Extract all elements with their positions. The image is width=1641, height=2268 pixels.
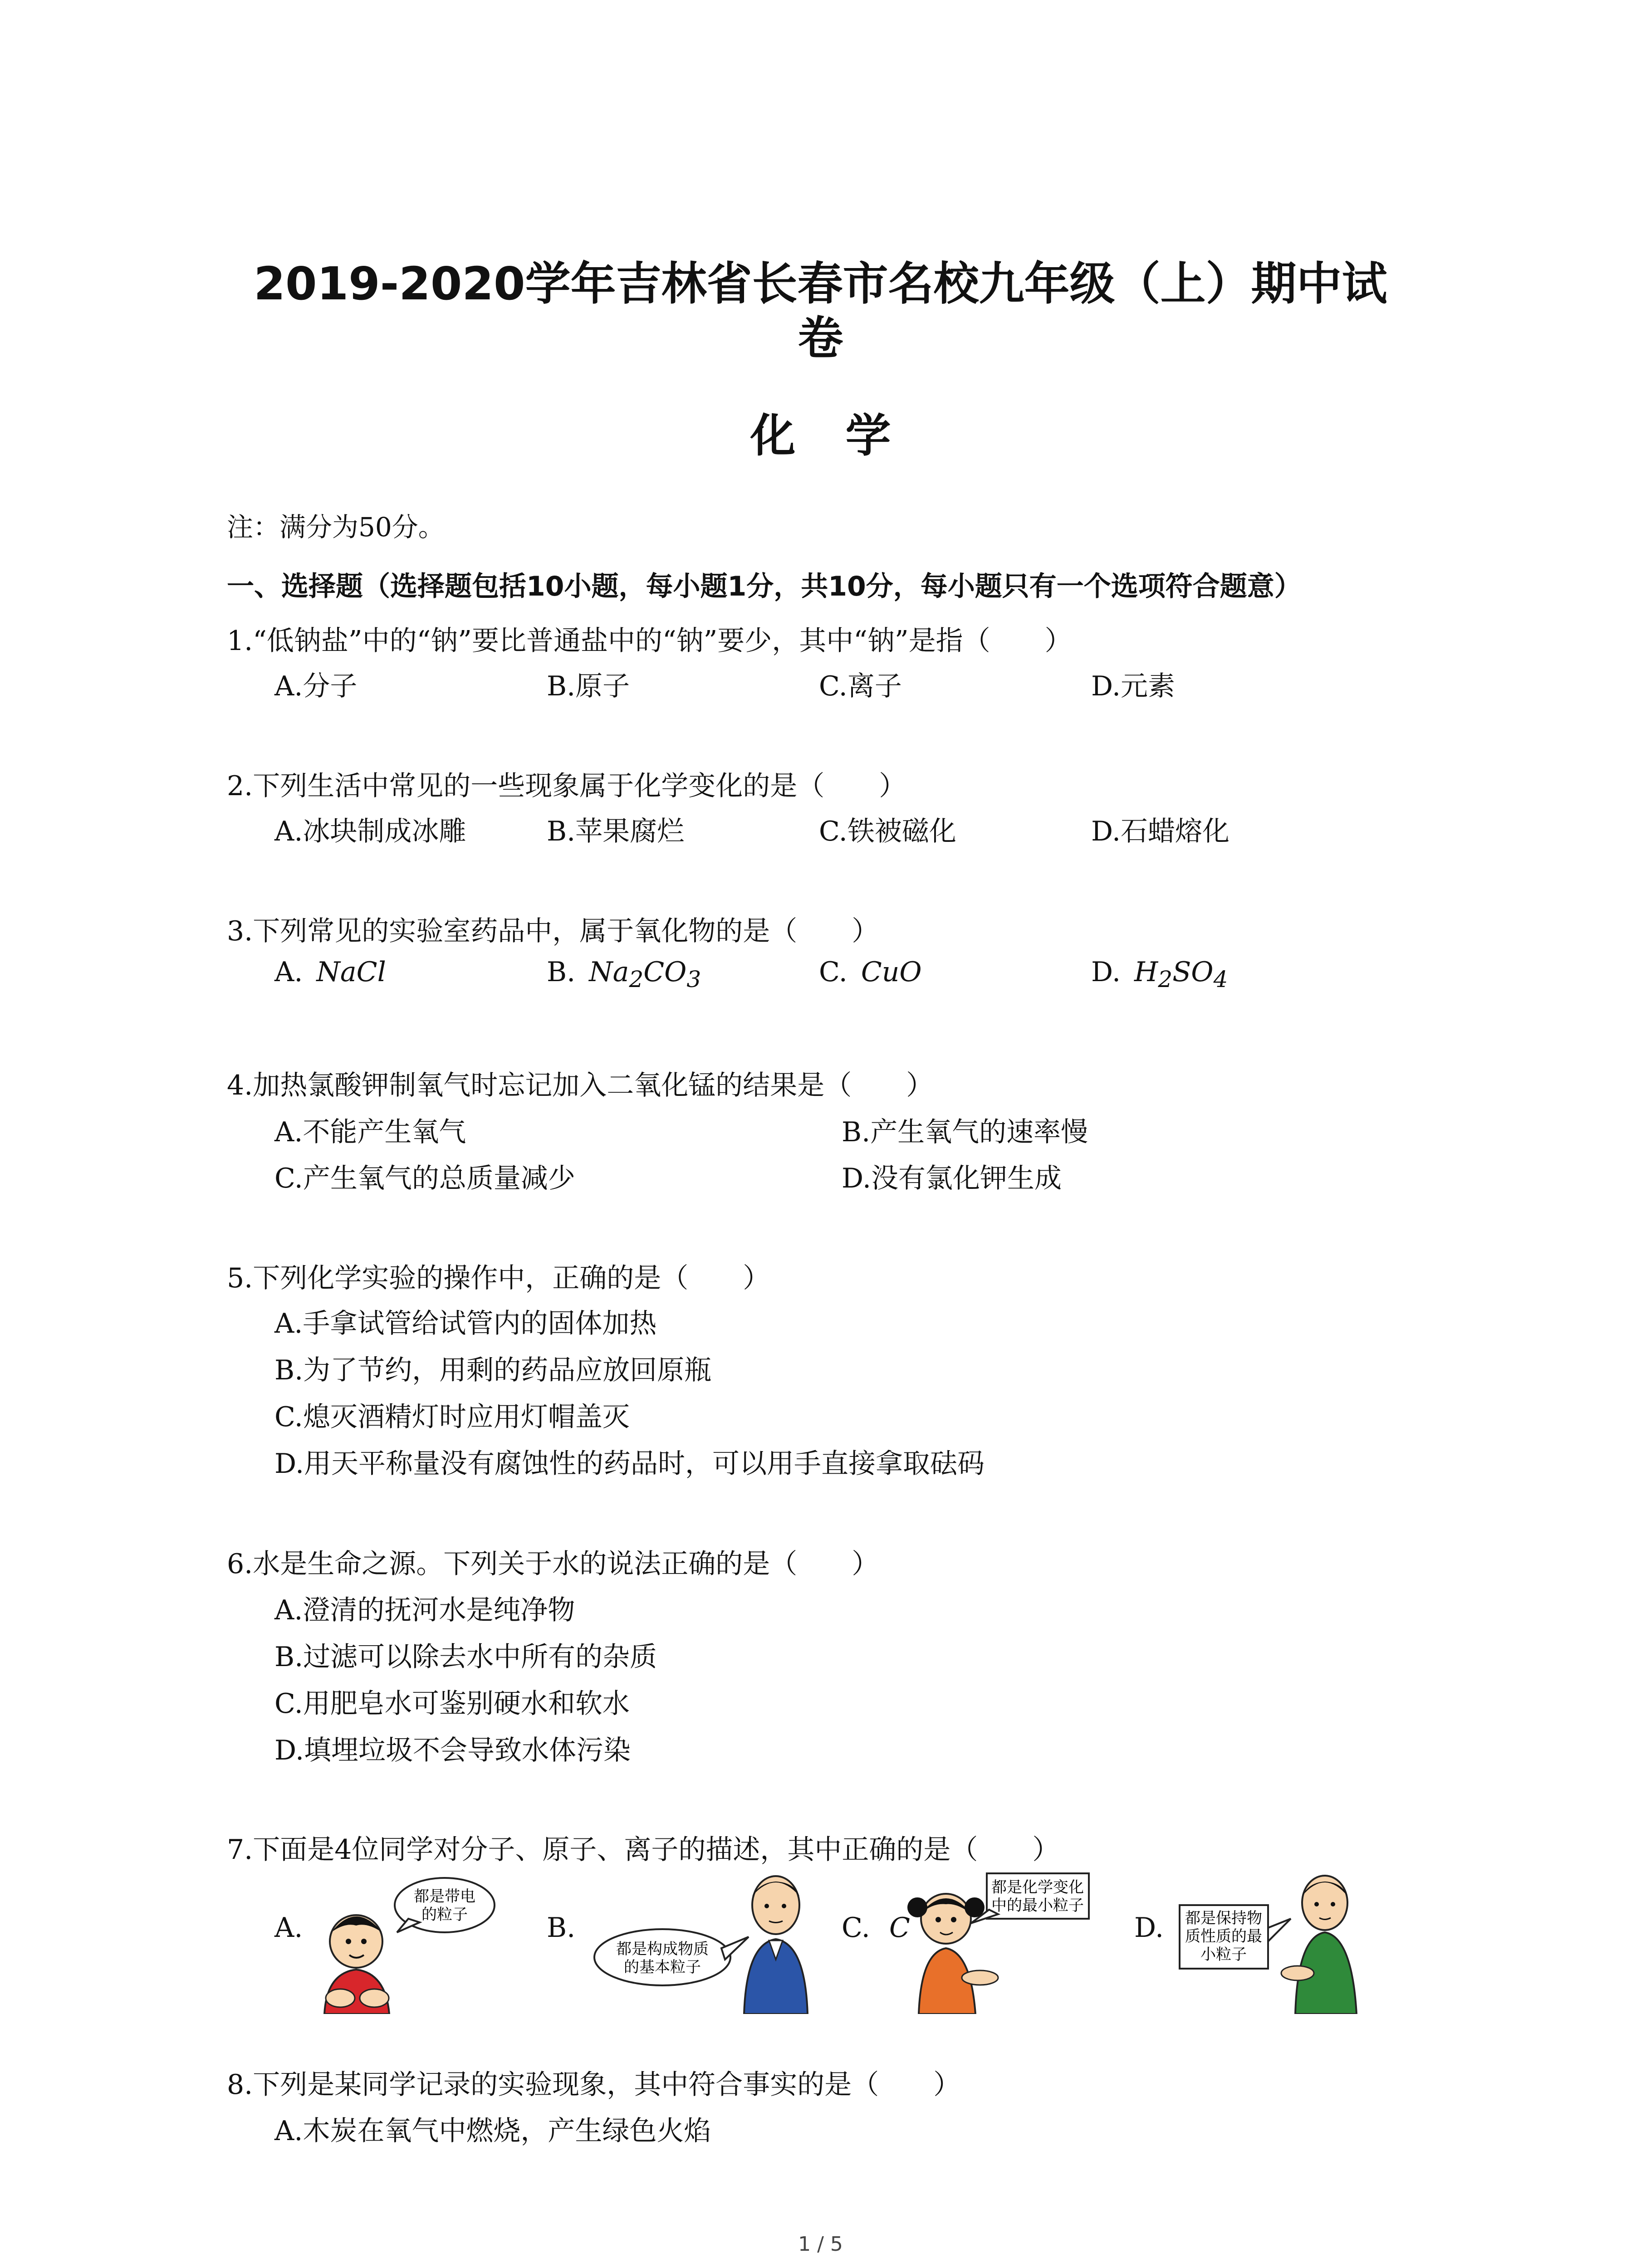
- question-5-option-c: C.熄灭酒精灯时应用灯帽盖灭: [274, 1401, 630, 1433]
- question-8-stem: 8.下列是某同学记录的实验现象，其中符合事实的是（ ）: [227, 2069, 961, 2101]
- formula-na2co3: $Na_2CO_3$: [589, 956, 701, 992]
- question-7-option-b-label: B.: [547, 1912, 576, 1944]
- question-1-stem: 1.“低钠盐”中的“钠”要比普通盐中的“钠”要少，其中“钠”是指（ ）: [227, 625, 1072, 657]
- question-6-option-d: D.填埋垃圾不会导致水体污染: [274, 1735, 631, 1766]
- question-7-stem: 7.下面是4位同学对分子、原子、离子的描述，其中正确的是（ ）: [227, 1834, 1060, 1866]
- question-4-option-c: C.产生氧气的总质量减少: [274, 1163, 575, 1194]
- question-3-option-d: [1091, 956, 1228, 992]
- girl-illustration-c: [907, 1864, 1098, 2014]
- man-illustration-b: [585, 1864, 821, 2014]
- subject-title: 化学: [750, 409, 941, 462]
- question-5-option-a: A.手拿试管给试管内的固体加热: [274, 1308, 657, 1339]
- bubble-a-line1: 都是带电: [414, 1887, 475, 1906]
- score-note: 注：满分为50分。: [227, 512, 445, 543]
- question-7-option-d-label: D.: [1134, 1912, 1164, 1944]
- question-5-option-b: B.为了节约，用剩的药品应放回原瓶: [274, 1354, 712, 1386]
- question-8-option-a: A.木炭在氧气中燃烧，产生绿色火焰: [274, 2115, 711, 2147]
- question-3-option-b: [547, 956, 701, 992]
- bubble-d-line3: 小粒子: [1200, 1945, 1247, 1964]
- exam-title-line2: 卷: [798, 312, 843, 365]
- question-2-option-d: D.石蜡熔化: [1091, 816, 1230, 847]
- question-2-stem: 2.下列生活中常见的一些现象属于化学变化的是（ ）: [227, 770, 906, 802]
- question-6-option-c: C.用肥皂水可鉴别硬水和软水: [274, 1688, 630, 1720]
- exam-title-line1: 2019-2020学年吉林省长春市名校九年级（上）期中试: [254, 257, 1387, 310]
- question-5-option-d: D.用天平称量没有腐蚀性的药品时，可以用手直接拿取砝码: [274, 1448, 985, 1480]
- question-6-option-a: A.澄清的抚河水是纯净物: [274, 1594, 575, 1626]
- option-label: A.: [274, 956, 303, 988]
- question-1-option-b: B.原子: [547, 670, 630, 702]
- question-1-option-a: A.分子: [274, 670, 358, 702]
- question-4-option-d: D.没有氯化钾生成: [842, 1163, 1062, 1194]
- question-3-stem: 3.下列常见的实验室药品中，属于氧化物的是（ ）: [227, 915, 879, 947]
- question-2-option-b: B.苹果腐烂: [547, 816, 685, 847]
- boy-illustration-a: [313, 1869, 504, 2014]
- option-label: B.: [547, 956, 576, 988]
- formula-nacl: NaCl: [316, 956, 386, 988]
- question-2-option-a: A.冰块制成冰雕: [274, 816, 466, 847]
- question-2-option-c: C.铁被磁化: [819, 816, 956, 847]
- question-6-option-b: B.过滤可以除去水中所有的杂质: [274, 1641, 657, 1673]
- page-number: 1 / 5: [798, 2233, 843, 2256]
- question-7-option-c-extra: C: [889, 1912, 910, 1944]
- question-3-option-c: [819, 956, 922, 988]
- option-label: D.: [1091, 956, 1121, 988]
- bubble-c-line2: 中的最小粒子: [991, 1897, 1084, 1915]
- bubble-b-line1: 都是构成物质: [616, 1940, 709, 1958]
- question-5-stem: 5.下列化学实验的操作中，正确的是（ ）: [227, 1262, 770, 1294]
- question-7-option-c-label: C.: [842, 1912, 870, 1944]
- bubble-d-line2: 质性质的最: [1185, 1927, 1262, 1945]
- option-label: C.: [819, 956, 847, 988]
- formula-h2so4: $H_2SO_4$: [1134, 956, 1228, 992]
- bubble-a-line2: 的粒子: [421, 1906, 468, 1924]
- question-4-option-b: B.产生氧气的速率慢: [842, 1116, 1088, 1148]
- man-illustration-d: [1175, 1869, 1375, 2014]
- question-1-option-d: D.元素: [1091, 670, 1176, 702]
- question-4-option-a: A.不能产生氧气: [274, 1116, 466, 1148]
- question-4-stem: 4.加热氯酸钾制氧气时忘记加入二氧化锰的结果是（ ）: [227, 1070, 934, 1101]
- section-heading: 一、选择题（选择题包括10小题，每小题1分，共10分，每小题只有一个选项符合题意）: [227, 571, 1302, 602]
- question-7-option-a-label: A.: [274, 1912, 303, 1944]
- question-1-option-c: C.离子: [819, 670, 902, 702]
- question-6-stem: 6.水是生命之源。下列关于水的说法正确的是（ ）: [227, 1548, 879, 1580]
- formula-cuo: CuO: [861, 956, 922, 988]
- bubble-c-line1: 都是化学变化: [991, 1878, 1084, 1897]
- bubble-b-line2: 的基本粒子: [624, 1958, 701, 1976]
- bubble-d-line1: 都是保持物: [1185, 1909, 1262, 1927]
- question-3-option-a: [274, 956, 386, 988]
